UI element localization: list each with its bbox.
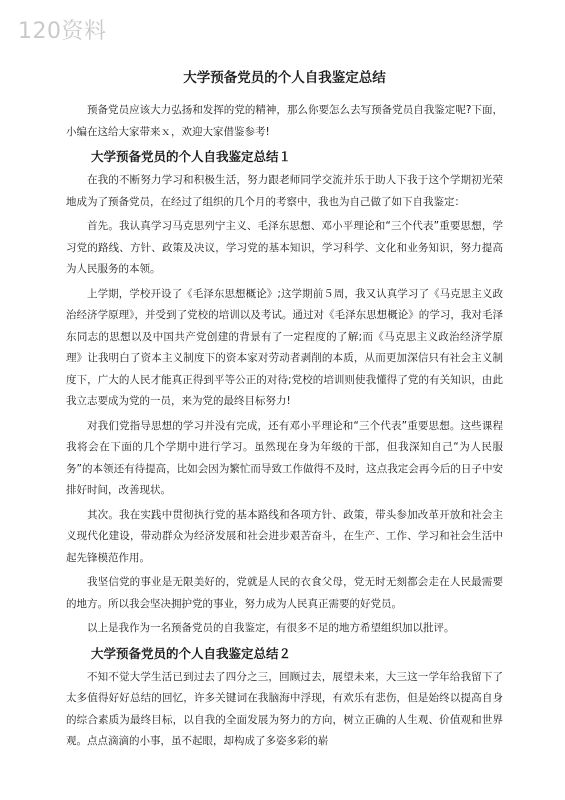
section-2-heading: 大学预备党员的个人自我鉴定总结２ bbox=[91, 645, 292, 661]
paragraph: 其次。我在实践中贯彻执行党的基本路线和各项方针、政策，带头参加改革开放和社会主义现代化建设，带动群众为经济发展和社会进步艰苦奋斗，在生产、工作、学习和社会生活中起先锋模范作用。 bbox=[66, 508, 503, 564]
paragraph: 以上是我作为一名预备党员的自我鉴定，有很多不足的地方希望组织加以批评。 bbox=[87, 622, 455, 634]
watermark: 120资料 bbox=[18, 19, 107, 44]
document-page bbox=[66, 58, 503, 756]
paragraph: 在我的不断努力学习和积极生活，努力跟老师同学交流并乐于助人下我于这个学期初光荣地成为了预备党员，在经过了组织的几个月的考察中，我也为自己做了如下自我鉴定： bbox=[66, 174, 503, 208]
paragraph: 对我们党指导思想的学习并没有完成，还有邓小平理论和“三个代表”重要思想。这些课程我将会在下面的几个学期中进行学习。虽然现在身为年级的干部，但我深知自己“为人民服务”的本领还有待提高，比如会因为繁忙而导致工作做得不及时，这点我定会再今后的日子中安排好时间，改善现状。 bbox=[66, 419, 503, 496]
document-title: 大学预备党员的个人自我鉴定总结 bbox=[183, 70, 386, 86]
paragraph: 上学期，学校开设了《毛泽东思想概论》;这学期前５周，我又认真学习了《马克思主义政治经济学原理》，并受到了党校的培训以及考试。通过对《毛泽东思想概论》的学习，我对毛泽东同志的思想以及中国共产党创建的背景有了一定程度的了解;而《马克思主义政治经济学原理》让我明白了资本主义制度下的资本家对劳动者剥削的本质，从而更加深信只有社会主义制度下，广大的人民才能真正得到平等公正的对待;党校的培训则使我懂得了党的有关知识，由此我立志要成为党的一员，来为党的最终目标努力! bbox=[66, 287, 503, 407]
intro-paragraph: 预备党员应该大力弘扬和发挥的党的精神，那么你要怎么去写预备党员自我鉴定呢?下面，小编在这给大家带来ｘ，欢迎大家借鉴参考! bbox=[66, 104, 503, 138]
paragraph: 我坚信党的事业是无限美好的，党就是人民的衣食父母，党无时无刻都会走在人民最需要的地方。所以我会坚决拥护党的事业，努力成为人民真正需要的好党员。 bbox=[66, 576, 503, 610]
paragraph: 不知不觉大学生活已到过去了四分之三，回顾过去，展望未来，大三这一学年给我留下了太多值得好好总结的回忆，许多关键词在我脑海中浮现，有欢乐有悲伤，但是始终以提高自身的综合素质为最终目标，以自我的全面发展为努力的方向，树立正确的人生观、价值观和世界观。点点滴滴的小事，虽不起眼，却构成了多姿多彩的崭 bbox=[66, 670, 503, 747]
section-1-heading: 大学预备党员的个人自我鉴定总结１ bbox=[91, 149, 292, 164]
paragraph: 首先。我认真学习马克思列宁主义、毛泽东思想、邓小平理论和“三个代表”重要思想，学习党的路线、方针、政策及决议，学习党的基本知识，学习科学、文化和业务知识，努力提高为人民服务的本领。 bbox=[66, 220, 503, 275]
